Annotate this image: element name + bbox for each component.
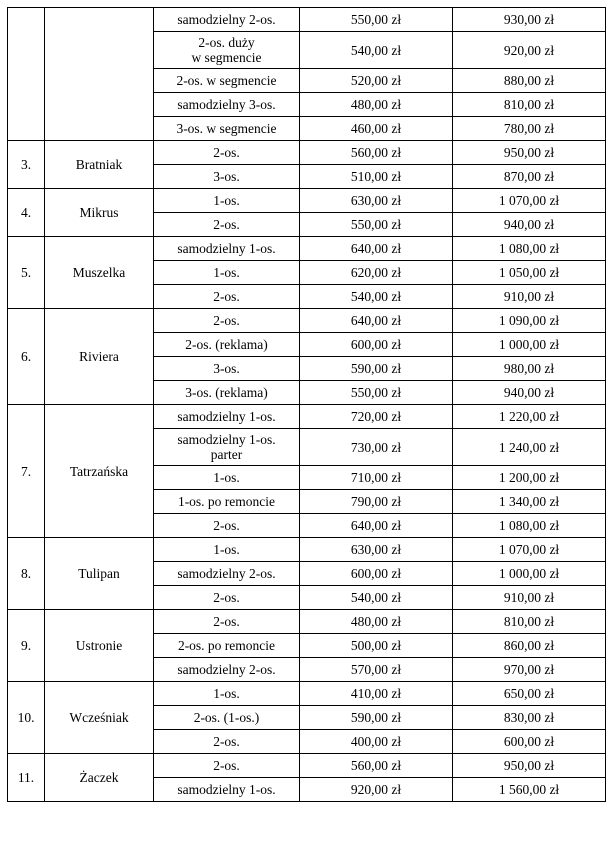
dorm-number-cell: 10. [8,682,45,754]
room-type-cell: samodzielny 3-os. [154,93,300,117]
price-cell: 510,00 zł [300,165,453,189]
price-cell: 640,00 zł [300,309,453,333]
price-cell: 540,00 zł [300,586,453,610]
room-type-cell: 2-os. [154,213,300,237]
price-cell: 540,00 zł [300,285,453,309]
price-table [7,7,606,802]
price-cell: 920,00 zł [300,778,453,802]
price-cell: 790,00 zł [300,490,453,514]
price-cell: 540,00 zł [300,32,453,69]
room-type-cell: 2-os. [154,586,300,610]
price-cell: 1 070,00 zł [453,538,606,562]
price-table-body [8,8,606,802]
price-cell: 1 090,00 zł [453,309,606,333]
price-cell: 950,00 zł [453,754,606,778]
room-type-cell: 1-os. po remoncie [154,490,300,514]
table-row [8,610,606,634]
price-cell: 970,00 zł [453,658,606,682]
price-cell: 560,00 zł [300,141,453,165]
table-row [8,141,606,165]
room-type-cell: 2-os. [154,730,300,754]
dorm-number-cell: 9. [8,610,45,682]
price-cell: 550,00 zł [300,381,453,405]
price-cell: 460,00 zł [300,117,453,141]
price-cell: 830,00 zł [453,706,606,730]
price-cell: 520,00 zł [300,69,453,93]
price-cell: 980,00 zł [453,357,606,381]
room-type-cell: 1-os. [154,538,300,562]
room-type-cell: 1-os. [154,261,300,285]
room-type-cell: 3-os. [154,165,300,189]
dorm-number-cell: 6. [8,309,45,405]
room-type-cell: 1-os. [154,682,300,706]
price-cell: 500,00 zł [300,634,453,658]
price-cell: 1 000,00 zł [453,333,606,357]
price-cell: 620,00 zł [300,261,453,285]
dorm-number-cell: 8. [8,538,45,610]
price-cell: 600,00 zł [300,562,453,586]
price-cell: 1 000,00 zł [453,562,606,586]
dorm-name-cell: Muszelka [45,237,154,309]
room-type-cell: 2-os. [154,285,300,309]
price-cell: 640,00 zł [300,237,453,261]
price-cell: 400,00 zł [300,730,453,754]
room-type-cell: 2-os. [154,514,300,538]
dorm-number-cell: 3. [8,141,45,189]
room-type-cell: 1-os. [154,189,300,213]
room-type-cell: samodzielny 2-os. [154,658,300,682]
price-cell: 480,00 zł [300,610,453,634]
price-cell: 860,00 zł [453,634,606,658]
price-cell: 550,00 zł [300,8,453,32]
room-type-cell: 3-os. (reklama) [154,381,300,405]
price-cell: 630,00 zł [300,538,453,562]
room-type-cell: 2-os. po remoncie [154,634,300,658]
price-cell: 600,00 zł [453,730,606,754]
price-cell: 870,00 zł [453,165,606,189]
room-type-cell: 2-os. w segmencie [154,69,300,93]
dorm-name-cell: Tatrzańska [45,405,154,538]
price-cell: 910,00 zł [453,285,606,309]
table-row [8,754,606,778]
room-type-cell: 2-os. duży w segmencie [154,32,300,69]
table-row [8,309,606,333]
dorm-number-cell: 5. [8,237,45,309]
room-type-cell: samodzielny 1-os. [154,405,300,429]
price-cell: 570,00 zł [300,658,453,682]
price-cell: 880,00 zł [453,69,606,93]
price-cell: 810,00 zł [453,610,606,634]
table-row [8,538,606,562]
room-type-cell: 3-os. [154,357,300,381]
price-cell: 410,00 zł [300,682,453,706]
dorm-name-cell: Wcześniak [45,682,154,754]
dorm-number-cell [8,8,45,141]
room-type-cell: samodzielny 2-os. [154,8,300,32]
dorm-name-cell: Bratniak [45,141,154,189]
dorm-name-cell [45,8,154,141]
dorm-name-cell: Mikrus [45,189,154,237]
price-cell: 590,00 zł [300,357,453,381]
room-type-cell: samodzielny 1-os. [154,237,300,261]
price-cell: 600,00 zł [300,333,453,357]
room-type-cell: 2-os. [154,141,300,165]
price-cell: 710,00 zł [300,466,453,490]
price-cell: 630,00 zł [300,189,453,213]
price-cell: 950,00 zł [453,141,606,165]
table-row [8,405,606,429]
price-cell: 810,00 zł [453,93,606,117]
room-type-cell: 1-os. [154,466,300,490]
price-cell: 1 340,00 zł [453,490,606,514]
price-cell: 1 080,00 zł [453,514,606,538]
table-row [8,237,606,261]
price-cell: 940,00 zł [453,381,606,405]
table-row [8,189,606,213]
price-cell: 650,00 zł [453,682,606,706]
price-cell: 920,00 zł [453,32,606,69]
price-cell: 1 220,00 zł [453,405,606,429]
price-cell: 1 240,00 zł [453,429,606,466]
room-type-cell: 2-os. (1-os.) [154,706,300,730]
price-cell: 1 050,00 zł [453,261,606,285]
room-type-cell: 2-os. [154,610,300,634]
table-row [8,682,606,706]
dorm-name-cell: Ustronie [45,610,154,682]
dorm-name-cell: Riviera [45,309,154,405]
price-cell: 1 080,00 zł [453,237,606,261]
room-type-cell: samodzielny 2-os. [154,562,300,586]
price-cell: 780,00 zł [453,117,606,141]
room-type-cell: 2-os. [154,754,300,778]
price-cell: 590,00 zł [300,706,453,730]
dorm-number-cell: 4. [8,189,45,237]
price-cell: 730,00 zł [300,429,453,466]
dorm-name-cell: Tulipan [45,538,154,610]
table-row [8,8,606,32]
dorm-number-cell: 7. [8,405,45,538]
room-type-cell: samodzielny 1-os. [154,778,300,802]
dorm-name-cell: Żaczek [45,754,154,802]
price-cell: 1 200,00 zł [453,466,606,490]
price-cell: 480,00 zł [300,93,453,117]
room-type-cell: samodzielny 1-os. parter [154,429,300,466]
price-cell: 550,00 zł [300,213,453,237]
dorm-number-cell: 11. [8,754,45,802]
price-cell: 560,00 zł [300,754,453,778]
price-cell: 640,00 zł [300,514,453,538]
room-type-cell: 3-os. w segmencie [154,117,300,141]
price-cell: 930,00 zł [453,8,606,32]
price-cell: 1 560,00 zł [453,778,606,802]
price-cell: 940,00 zł [453,213,606,237]
room-type-cell: 2-os. (reklama) [154,333,300,357]
price-cell: 720,00 zł [300,405,453,429]
price-cell: 910,00 zł [453,586,606,610]
room-type-cell: 2-os. [154,309,300,333]
price-cell: 1 070,00 zł [453,189,606,213]
